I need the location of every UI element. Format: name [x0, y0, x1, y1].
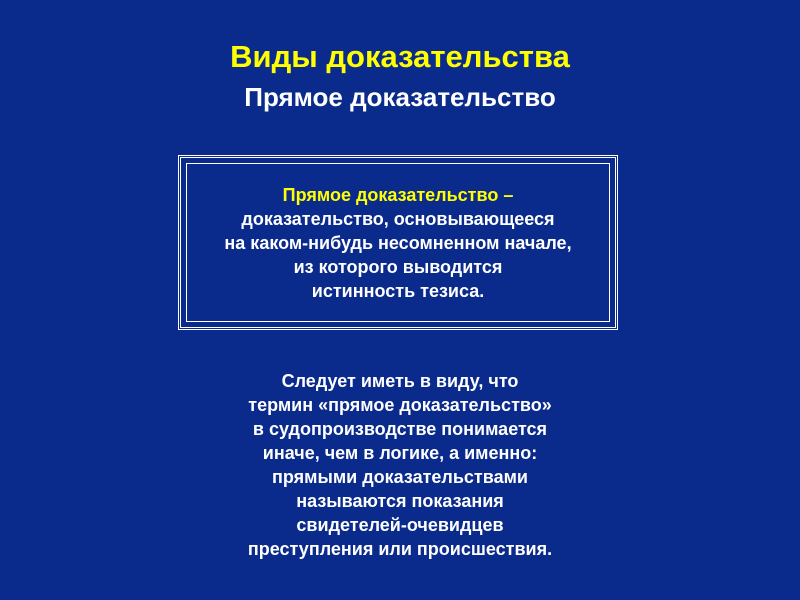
definition-term: Прямое доказательство –: [282, 184, 514, 205]
note-line: иначе, чем в логике, а именно:: [262, 443, 538, 463]
note-line: преступления или происшествия.: [247, 539, 553, 559]
note-line: термин «прямое доказательство»: [248, 395, 552, 415]
definition-line: на каком-нибудь несомненном начале,: [224, 232, 572, 253]
note-line: Следует иметь в виду, что: [281, 371, 519, 391]
slide-title: Виды доказательства: [230, 39, 570, 74]
slide-subtitle: Прямое доказательство: [244, 82, 556, 112]
definition-line: истинность тезиса.: [311, 280, 485, 301]
definition-box-inner: [186, 163, 610, 322]
note-line: свидетелей-очевидцев: [296, 515, 504, 535]
note-line: прямыми доказательствами: [272, 467, 528, 487]
note-line: в судопроизводстве понимается: [252, 419, 548, 439]
definition-line: доказательство, основывающееся: [241, 208, 555, 229]
definition-line: из которого выводится: [293, 256, 503, 277]
definition-box: [178, 155, 618, 330]
note-paragraph: [0, 369, 800, 561]
note-line: называются показания: [296, 491, 504, 511]
